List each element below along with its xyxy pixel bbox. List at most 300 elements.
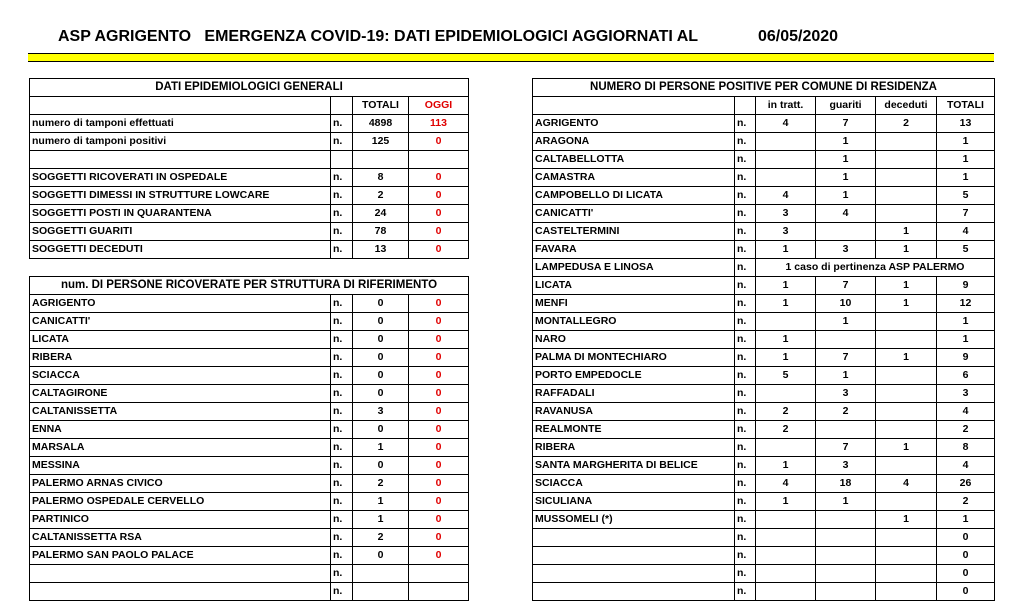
hospital-row	[30, 349, 469, 367]
comune-deceduti	[876, 187, 937, 205]
comune-totali: 9	[937, 277, 995, 295]
row-label	[30, 151, 331, 169]
comune-totali: 1	[937, 313, 995, 331]
comune-in-trattamento: 1	[756, 295, 816, 313]
comune-name: CASTELTERMINI	[533, 223, 735, 241]
row-label: CALTAGIRONE	[30, 385, 331, 403]
comune-totali: 9	[937, 349, 995, 367]
comune-unit: n.	[735, 421, 756, 439]
row-totali: 1	[353, 439, 409, 457]
row-label: AGRIGENTO	[30, 295, 331, 313]
comune-in-trattamento	[756, 313, 816, 331]
row-label: ENNA	[30, 421, 331, 439]
row-totali: 0	[353, 331, 409, 349]
row-oggi: 0	[409, 169, 469, 187]
general-title: DATI EPIDEMIOLOGICI GENERALI	[30, 79, 469, 97]
comune-in-trattamento: 3	[756, 205, 816, 223]
row-label: numero di tamponi positivi	[30, 133, 331, 151]
row-totali: 2	[353, 187, 409, 205]
comune-guariti: 7	[816, 277, 876, 295]
comune-deceduti	[876, 493, 937, 511]
comune-in-trattamento	[756, 133, 816, 151]
comune-in-trattamento	[756, 439, 816, 457]
comune-unit: n.	[735, 529, 756, 547]
comune-row	[533, 115, 995, 133]
row-unit: n.	[331, 187, 353, 205]
comune-name: PORTO EMPEDOCLE	[533, 367, 735, 385]
comune-unit: n.	[735, 547, 756, 565]
row-unit: n.	[331, 421, 353, 439]
comune-row	[533, 241, 995, 259]
general-row	[30, 187, 469, 205]
comune-in-trattamento: 1	[756, 277, 816, 295]
hospital-row	[30, 331, 469, 349]
row-totali: 4898	[353, 115, 409, 133]
comune-unit: n.	[735, 439, 756, 457]
comune-guariti	[816, 331, 876, 349]
hospital-row	[30, 421, 469, 439]
row-totali	[353, 583, 409, 601]
comune-unit: n.	[735, 223, 756, 241]
comune-guariti	[816, 583, 876, 601]
comune-deceduti	[876, 421, 937, 439]
row-unit: n.	[331, 439, 353, 457]
comune-name	[533, 565, 735, 583]
row-label: SCIACCA	[30, 367, 331, 385]
comune-in-trattamento	[756, 169, 816, 187]
comune-row	[533, 331, 995, 349]
comune-guariti: 1	[816, 367, 876, 385]
comune-guariti: 1	[816, 151, 876, 169]
general-header-blank	[331, 97, 353, 115]
row-oggi: 0	[409, 205, 469, 223]
row-label: PARTINICO	[30, 511, 331, 529]
hospital-row	[30, 313, 469, 331]
row-oggi: 113	[409, 115, 469, 133]
row-unit: n.	[331, 313, 353, 331]
general-row	[30, 241, 469, 259]
row-oggi: 0	[409, 223, 469, 241]
comuni-title-row	[533, 79, 995, 97]
comune-totali: 3	[937, 385, 995, 403]
comune-note: 1 caso di pertinenza ASP PALERMO	[756, 259, 995, 277]
comune-row	[533, 277, 995, 295]
comune-row	[533, 421, 995, 439]
comune-deceduti: 1	[876, 223, 937, 241]
col-deceduti: deceduti	[876, 97, 937, 115]
comune-name: MENFI	[533, 295, 735, 313]
comune-in-trattamento: 1	[756, 493, 816, 511]
comune-deceduti: 4	[876, 475, 937, 493]
general-row	[30, 133, 469, 151]
comune-name: RAFFADALI	[533, 385, 735, 403]
comune-in-trattamento	[756, 511, 816, 529]
row-oggi: 0	[409, 349, 469, 367]
comune-in-trattamento: 1	[756, 331, 816, 349]
row-unit: n.	[331, 133, 353, 151]
comune-totali: 12	[937, 295, 995, 313]
comune-name: AGRIGENTO	[533, 115, 735, 133]
comune-guariti: 1	[816, 133, 876, 151]
col-oggi: OGGI	[409, 97, 469, 115]
comune-totali: 0	[937, 565, 995, 583]
comune-name: CANICATTI'	[533, 205, 735, 223]
comuni-title: NUMERO DI PERSONE POSITIVE PER COMUNE DI RESIDENZA	[533, 79, 995, 97]
comune-row	[533, 259, 995, 277]
comune-unit: n.	[735, 151, 756, 169]
comune-guariti: 1	[816, 313, 876, 331]
comune-name: MUSSOMELI (*)	[533, 511, 735, 529]
row-unit	[331, 151, 353, 169]
comune-totali: 5	[937, 241, 995, 259]
row-label: MARSALA	[30, 439, 331, 457]
row-label: PALERMO ARNAS CIVICO	[30, 475, 331, 493]
comune-guariti: 1	[816, 169, 876, 187]
comune-totali: 1	[937, 331, 995, 349]
comune-in-trattamento: 2	[756, 403, 816, 421]
comune-guariti	[816, 529, 876, 547]
comune-row	[533, 205, 995, 223]
hospital-row	[30, 403, 469, 421]
row-label	[30, 565, 331, 583]
col-totali: TOTALI	[937, 97, 995, 115]
comune-totali: 13	[937, 115, 995, 133]
comune-row	[533, 385, 995, 403]
yellow-divider	[28, 53, 994, 62]
comune-in-trattamento: 1	[756, 349, 816, 367]
row-totali: 2	[353, 529, 409, 547]
row-oggi: 0	[409, 547, 469, 565]
row-label: LICATA	[30, 331, 331, 349]
comune-deceduti: 1	[876, 277, 937, 295]
row-unit: n.	[331, 457, 353, 475]
comune-unit: n.	[735, 349, 756, 367]
hospital-row	[30, 565, 469, 583]
comune-name: FAVARA	[533, 241, 735, 259]
row-totali: 1	[353, 511, 409, 529]
header-title: ASP AGRIGENTO EMERGENZA COVID-19: DATI EPIDEMIOLOGICI AGGIORNATI AL	[58, 28, 699, 45]
comune-guariti: 18	[816, 475, 876, 493]
row-label: CANICATTI'	[30, 313, 331, 331]
row-unit: n.	[331, 403, 353, 421]
row-totali: 3	[353, 403, 409, 421]
row-unit: n.	[331, 385, 353, 403]
comune-in-trattamento: 1	[756, 241, 816, 259]
comune-unit: n.	[735, 277, 756, 295]
hospital-row	[30, 583, 469, 601]
comune-guariti: 4	[816, 205, 876, 223]
row-label: RIBERA	[30, 349, 331, 367]
comune-unit: n.	[735, 115, 756, 133]
row-unit: n.	[331, 367, 353, 385]
comune-row	[533, 169, 995, 187]
comune-deceduti	[876, 529, 937, 547]
comune-deceduti	[876, 385, 937, 403]
comune-name: RIBERA	[533, 439, 735, 457]
row-totali: 0	[353, 313, 409, 331]
comune-name: REALMONTE	[533, 421, 735, 439]
row-unit: n.	[331, 205, 353, 223]
comune-row	[533, 223, 995, 241]
comune-row	[533, 187, 995, 205]
comune-row	[533, 511, 995, 529]
comune-unit: n.	[735, 493, 756, 511]
comune-name: CAMPOBELLO DI LICATA	[533, 187, 735, 205]
comune-in-trattamento	[756, 529, 816, 547]
col-totali: TOTALI	[353, 97, 409, 115]
comune-unit: n.	[735, 583, 756, 601]
comune-in-trattamento	[756, 547, 816, 565]
row-label: MESSINA	[30, 457, 331, 475]
comune-unit: n.	[735, 133, 756, 151]
comune-deceduti	[876, 583, 937, 601]
row-totali: 78	[353, 223, 409, 241]
comune-guariti: 10	[816, 295, 876, 313]
comune-name	[533, 583, 735, 601]
hospital-row	[30, 511, 469, 529]
row-totali	[353, 565, 409, 583]
row-oggi: 0	[409, 241, 469, 259]
comune-deceduti: 1	[876, 241, 937, 259]
row-totali: 0	[353, 367, 409, 385]
row-label: PALERMO SAN PAOLO PALACE	[30, 547, 331, 565]
comune-row	[533, 439, 995, 457]
comune-in-trattamento: 4	[756, 115, 816, 133]
hospital-row	[30, 439, 469, 457]
row-unit: n.	[331, 475, 353, 493]
hospital-row	[30, 367, 469, 385]
comune-unit: n.	[735, 187, 756, 205]
col-guariti: guariti	[816, 97, 876, 115]
hospital-row	[30, 385, 469, 403]
row-unit: n.	[331, 295, 353, 313]
comune-unit: n.	[735, 367, 756, 385]
row-oggi: 0	[409, 295, 469, 313]
comune-name	[533, 547, 735, 565]
comune-guariti: 1	[816, 187, 876, 205]
comune-name: PALMA DI MONTECHIARO	[533, 349, 735, 367]
comune-name: SCIACCA	[533, 475, 735, 493]
comune-deceduti	[876, 205, 937, 223]
row-oggi: 0	[409, 385, 469, 403]
row-totali: 24	[353, 205, 409, 223]
comune-unit: n.	[735, 457, 756, 475]
comune-deceduti	[876, 403, 937, 421]
comune-guariti	[816, 223, 876, 241]
page-title	[58, 28, 839, 46]
comune-in-trattamento: 3	[756, 223, 816, 241]
row-unit: n.	[331, 511, 353, 529]
comune-totali: 1	[937, 169, 995, 187]
comune-name: SANTA MARGHERITA DI BELICE	[533, 457, 735, 475]
row-totali: 0	[353, 295, 409, 313]
row-oggi: 0	[409, 511, 469, 529]
comune-guariti: 7	[816, 349, 876, 367]
comune-name: CALTABELLOTTA	[533, 151, 735, 169]
row-unit: n.	[331, 115, 353, 133]
comune-guariti: 7	[816, 115, 876, 133]
row-totali: 0	[353, 421, 409, 439]
comune-in-trattamento: 1	[756, 457, 816, 475]
general-row	[30, 205, 469, 223]
hospital-row	[30, 475, 469, 493]
header-date: 06/05/2020	[758, 28, 839, 45]
row-totali: 8	[353, 169, 409, 187]
row-oggi: 0	[409, 475, 469, 493]
comune-name	[533, 529, 735, 547]
comune-row	[533, 493, 995, 511]
comune-guariti	[816, 511, 876, 529]
comune-deceduti: 1	[876, 295, 937, 313]
comune-row	[533, 403, 995, 421]
comune-row	[533, 295, 995, 313]
comune-totali: 5	[937, 187, 995, 205]
comune-unit: n.	[735, 511, 756, 529]
comune-name: LAMPEDUSA E LINOSA	[533, 259, 735, 277]
general-row	[30, 169, 469, 187]
comune-row	[533, 583, 995, 601]
comune-deceduti	[876, 313, 937, 331]
comune-row	[533, 547, 995, 565]
comune-deceduti: 1	[876, 439, 937, 457]
comune-totali: 8	[937, 439, 995, 457]
row-totali: 2	[353, 475, 409, 493]
general-row	[30, 115, 469, 133]
row-oggi	[409, 151, 469, 169]
comune-name: ARAGONA	[533, 133, 735, 151]
comune-row	[533, 529, 995, 547]
comune-row	[533, 367, 995, 385]
comune-deceduti	[876, 151, 937, 169]
comune-guariti: 3	[816, 241, 876, 259]
row-oggi: 0	[409, 403, 469, 421]
hospital-title: num. DI PERSONE RICOVERATE PER STRUTTURA DI RIFERIMENTO	[30, 277, 469, 295]
hospital-title-row	[30, 277, 469, 295]
row-oggi: 0	[409, 313, 469, 331]
comune-in-trattamento: 4	[756, 475, 816, 493]
comune-deceduti: 2	[876, 115, 937, 133]
row-label: CALTANISSETTA	[30, 403, 331, 421]
comune-deceduti: 1	[876, 511, 937, 529]
row-label: SOGGETTI DIMESSI IN STRUTTURE LOWCARE	[30, 187, 331, 205]
comune-guariti: 2	[816, 403, 876, 421]
comune-deceduti	[876, 169, 937, 187]
row-totali: 0	[353, 385, 409, 403]
comune-totali: 4	[937, 223, 995, 241]
comune-totali: 26	[937, 475, 995, 493]
comune-name: NARO	[533, 331, 735, 349]
comune-totali: 4	[937, 403, 995, 421]
comune-deceduti	[876, 547, 937, 565]
row-label: CALTANISSETTA RSA	[30, 529, 331, 547]
row-oggi: 0	[409, 529, 469, 547]
comune-in-trattamento	[756, 583, 816, 601]
comune-totali: 0	[937, 547, 995, 565]
row-unit: n.	[331, 583, 353, 601]
row-oggi: 0	[409, 187, 469, 205]
row-label: SOGGETTI POSTI IN QUARANTENA	[30, 205, 331, 223]
general-header-row	[30, 97, 469, 115]
comune-totali: 2	[937, 421, 995, 439]
comune-unit: n.	[735, 169, 756, 187]
comune-unit: n.	[735, 313, 756, 331]
comune-totali: 7	[937, 205, 995, 223]
comune-unit: n.	[735, 565, 756, 583]
comune-row	[533, 565, 995, 583]
row-unit: n.	[331, 349, 353, 367]
row-label: numero di tamponi effettuati	[30, 115, 331, 133]
hospital-row	[30, 547, 469, 565]
row-label: PALERMO OSPEDALE CERVELLO	[30, 493, 331, 511]
comune-totali: 0	[937, 529, 995, 547]
row-unit: n.	[331, 529, 353, 547]
comune-unit: n.	[735, 295, 756, 313]
row-totali: 125	[353, 133, 409, 151]
row-oggi: 0	[409, 367, 469, 385]
hospital-row	[30, 457, 469, 475]
comune-name: RAVANUSA	[533, 403, 735, 421]
comune-totali: 4	[937, 457, 995, 475]
comune-guariti: 3	[816, 385, 876, 403]
comune-in-trattamento	[756, 385, 816, 403]
row-label	[30, 583, 331, 601]
comune-guariti: 7	[816, 439, 876, 457]
row-label: SOGGETTI RICOVERATI IN OSPEDALE	[30, 169, 331, 187]
comune-in-trattamento	[756, 151, 816, 169]
comune-row	[533, 349, 995, 367]
comune-guariti: 1	[816, 493, 876, 511]
row-unit: n.	[331, 241, 353, 259]
general-header-blank	[30, 97, 331, 115]
row-totali: 0	[353, 547, 409, 565]
hospital-row	[30, 295, 469, 313]
comune-deceduti	[876, 367, 937, 385]
row-unit: n.	[331, 565, 353, 583]
comune-unit: n.	[735, 259, 756, 277]
comune-totali: 2	[937, 493, 995, 511]
comune-row	[533, 475, 995, 493]
comune-totali: 1	[937, 133, 995, 151]
comuni-header-row	[533, 97, 995, 115]
row-unit: n.	[331, 331, 353, 349]
general-title-row	[30, 79, 469, 97]
comune-row	[533, 457, 995, 475]
general-row	[30, 151, 469, 169]
comune-guariti	[816, 547, 876, 565]
row-label: SOGGETTI DECEDUTI	[30, 241, 331, 259]
comune-unit: n.	[735, 331, 756, 349]
row-oggi: 0	[409, 439, 469, 457]
comuni-header-blank	[735, 97, 756, 115]
comune-unit: n.	[735, 385, 756, 403]
row-unit: n.	[331, 223, 353, 241]
col-in-trattamento: in tratt.	[756, 97, 816, 115]
hospital-row	[30, 493, 469, 511]
row-oggi: 0	[409, 133, 469, 151]
general-row	[30, 223, 469, 241]
comune-name: MONTALLEGRO	[533, 313, 735, 331]
comune-deceduti	[876, 133, 937, 151]
comune-in-trattamento: 4	[756, 187, 816, 205]
row-oggi: 0	[409, 457, 469, 475]
hospital-table	[29, 276, 469, 601]
row-oggi	[409, 565, 469, 583]
comune-in-trattamento: 2	[756, 421, 816, 439]
comune-name: CAMASTRA	[533, 169, 735, 187]
comune-unit: n.	[735, 241, 756, 259]
comune-guariti: 3	[816, 457, 876, 475]
comune-deceduti	[876, 457, 937, 475]
